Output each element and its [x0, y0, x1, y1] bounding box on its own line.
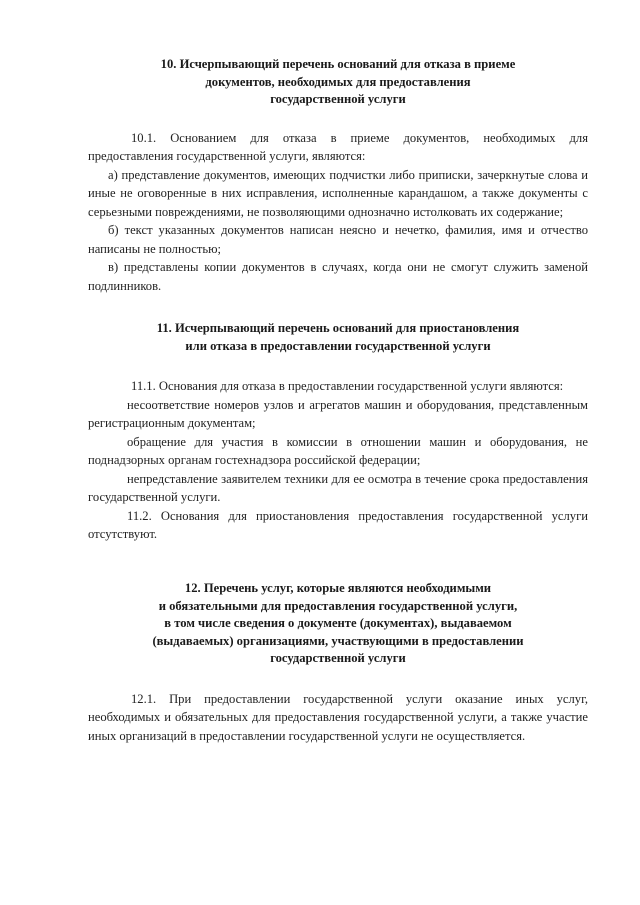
section-12 — [88, 580, 588, 745]
section-10-heading — [88, 56, 588, 109]
section-12-body — [88, 690, 588, 746]
paragraph-11-1-item: обращение для участия в комиссии в отношении машин и оборудования, не поднадзорных органам гостехнадзора российской федерации; — [88, 434, 588, 467]
heading-line: документов, необходимых для предоставления — [205, 74, 471, 89]
paragraph-10-1-c: в) представлены копии документов в случаях, когда они не смогут служить заменой подлинников. — [88, 260, 588, 293]
heading-line: 11. Исчерпывающий перечень оснований для приостановления — [156, 321, 520, 335]
heading-line: в том числе сведения о документе (документах), выдаваемом — [164, 616, 512, 630]
paragraph-11-1-item: несоответствие номеров узлов и агрегатов машин и оборудования, представленным регистрационным документам; — [88, 397, 588, 430]
section-11 — [88, 320, 588, 544]
heading-line: государственной услуги — [270, 92, 406, 106]
section-10 — [88, 56, 588, 295]
heading-line: (выдаваемых) организациями, участвующими в предоставлении — [152, 633, 524, 648]
paragraph-11-1: 11.1. Основания для отказа в предоставлении государственной услуги являются: — [131, 379, 564, 393]
paragraph-10-1-a: а) представление документов, имеющих подчистки либо приписки, зачеркнутые слова и иные не оговоренные в них исправления, исполненные карандашом, а также документы с серьезными повреждениями, не позволяющими однозначно истолковать их содержание; — [88, 167, 588, 219]
paragraph-10-1: 10.1. Основанием для отказа в приеме документов, необходимых для предоставления государственной услуги, являются: — [88, 130, 588, 163]
section-10-body — [88, 129, 588, 296]
section-11-heading — [88, 320, 588, 355]
paragraph-12-1: 12.1. При предоставлении государственной услуги оказание иных услуг, необходимых и обязательных для предоставления государственной услуги, а также участие иных организаций в предоставлении государственной услуги не осуществляется. — [88, 691, 588, 743]
heading-line: и обязательными для предоставления государственной услуги, — [158, 598, 518, 613]
paragraph-10-1-b: б) текст указанных документов написан неясно и нечетко, фамилия, имя и отчество написаны не полностью; — [88, 223, 588, 256]
paragraph-11-1-item: непредставление заявителем техники для ее осмотра в течение срока предоставления государственной услуги. — [88, 471, 588, 504]
paragraph-11-2: 11.2. Основания для приостановления предоставления государственной услуги отсутствуют. — [88, 508, 588, 541]
heading-line: 12. Перечень услуг, которые являются необходимыми — [184, 581, 492, 595]
heading-line: или отказа в предоставлении государственной услуги — [185, 338, 491, 353]
section-12-heading — [88, 580, 588, 668]
heading-line: государственной услуги — [270, 651, 406, 665]
section-11-body — [88, 377, 588, 544]
heading-line: 10. Исчерпывающий перечень оснований для отказа в приеме — [160, 57, 516, 71]
